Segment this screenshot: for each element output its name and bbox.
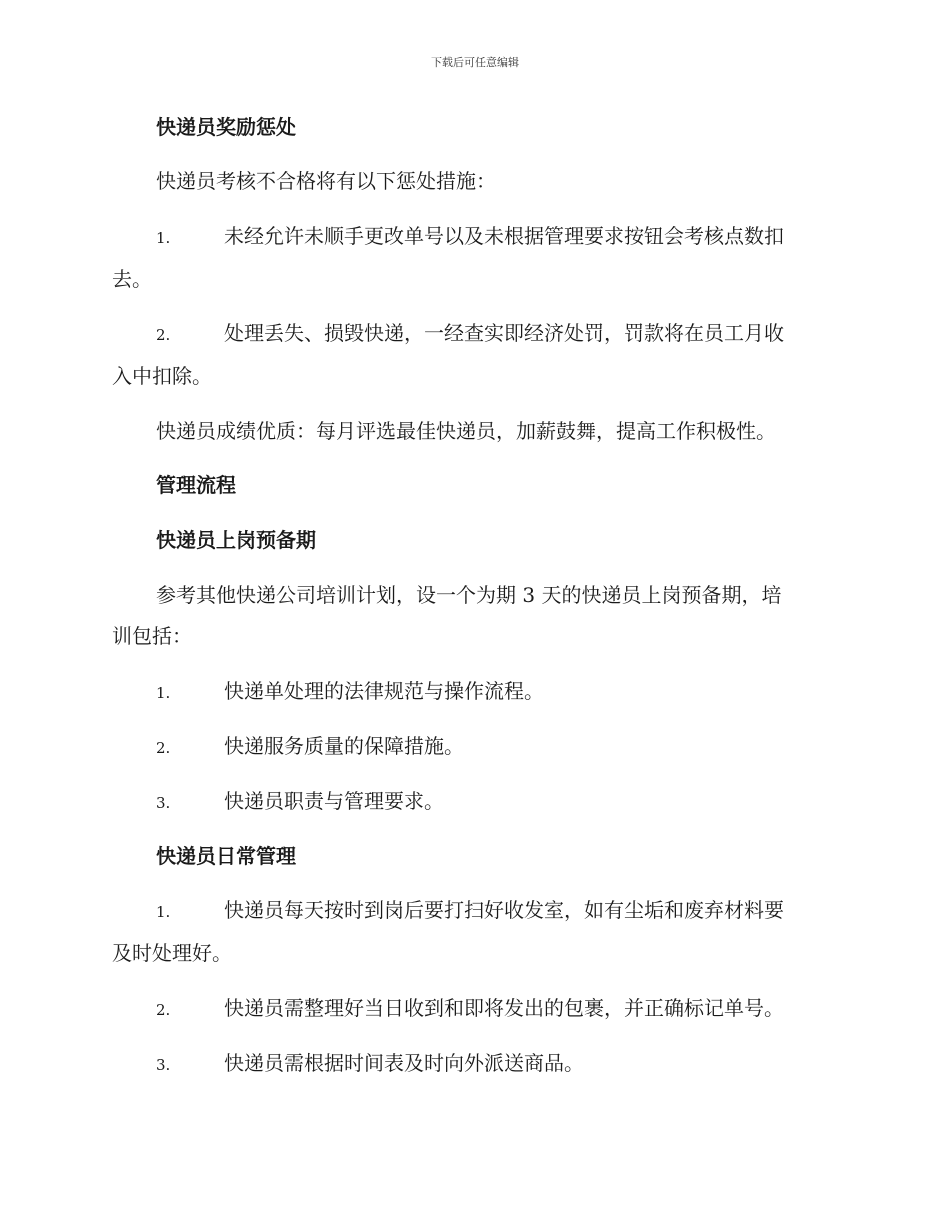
list-number: 1. [156, 903, 171, 921]
paragraph-training-plan [112, 575, 840, 657]
list-text: 快递单处理的法律规范与操作流程。 [224, 679, 544, 703]
list-item [112, 671, 840, 714]
list-text-continued: 及时处理好。 [112, 941, 232, 965]
list-text-continued: 去。 [112, 267, 152, 291]
list-text: 快递员每天按时到岗后要打扫好收发室，如有尘垢和废弃材料要 [224, 898, 784, 922]
section-heading-management-process: 管理流程 [156, 473, 236, 497]
list-text-continued: 入中扣除。 [112, 364, 212, 388]
list-item [112, 890, 840, 974]
list-number: 2. [156, 1001, 171, 1019]
list-text: 处理丢失、损毁快递，一经查实即经济处罚，罚款将在员工月收 [224, 321, 784, 345]
paragraph-penalty-intro: 快递员考核不合格将有以下惩处措施： [156, 169, 496, 193]
list-text: 快递员职责与管理要求。 [224, 789, 444, 813]
list-number: 1. [156, 229, 171, 247]
list-text: 快递员需整理好当日收到和即将发出的包裹，并正确标记单号。 [224, 996, 784, 1020]
section-heading-probation: 快递员上岗预备期 [156, 528, 316, 552]
section-heading-rewards-penalties: 快递员奖励惩处 [156, 115, 296, 139]
list-item [112, 313, 840, 397]
paragraph-excellent-performance: 快递员成绩优质：每月评选最佳快递员，加薪鼓舞，提高工作积极性。 [156, 419, 776, 443]
page-header: 下载后可任意编辑 [431, 56, 519, 69]
list-number: 2. [156, 326, 171, 344]
list-number: 3. [156, 794, 171, 812]
section-heading-daily-management: 快递员日常管理 [156, 844, 296, 868]
list-number: 1. [156, 684, 171, 702]
list-item [112, 726, 840, 769]
list-number: 3. [156, 1056, 171, 1074]
list-item [112, 216, 840, 300]
list-item [112, 781, 840, 824]
list-number: 2. [156, 739, 171, 757]
list-text: 快递员需根据时间表及时向外派送商品。 [224, 1051, 584, 1075]
paragraph-line-continued: 训包括： [112, 624, 192, 648]
paragraph-line: 参考其他快递公司培训计划，设一个为期 3 天的快递员上岗预备期，培 [156, 583, 782, 607]
list-item [112, 988, 840, 1031]
list-item [112, 1043, 840, 1086]
list-text: 未经允许未顺手更改单号以及未根据管理要求按钮会考核点数扣 [224, 224, 784, 248]
list-text: 快递服务质量的保障措施。 [224, 734, 464, 758]
